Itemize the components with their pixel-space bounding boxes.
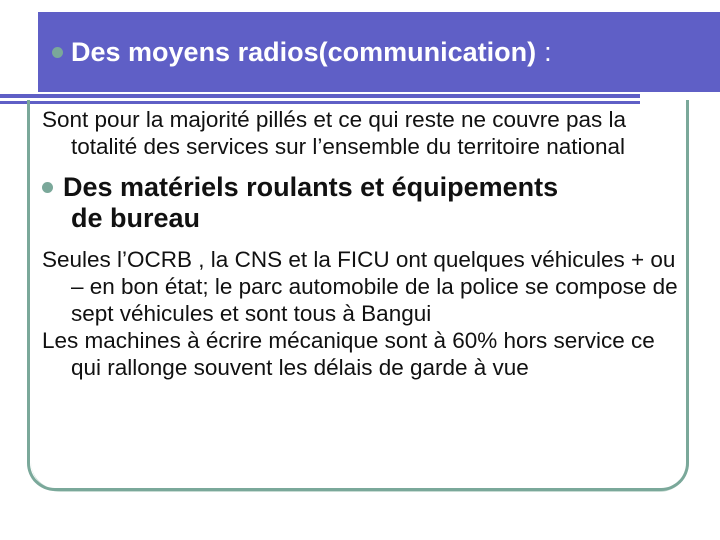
section-heading [42,172,682,234]
paragraph-radios: Sont pour la majorité pillés et ce qui reste ne couvre pas la totalité des services sur l’ensemble du territoire national [42,107,627,159]
section-heading-line1: Des matériels roulants et équipements [63,172,559,202]
slide-body [42,106,682,381]
slide-title [52,32,552,72]
title-colon: : [544,36,552,67]
paragraph-typewriters: Les machines à écrire mécanique sont à 60% hors service ce qui rallonge souvent les délais de garde à vue [42,328,655,380]
header-divider [0,94,640,98]
title-text: Des moyens radios(communication) [71,36,537,67]
section-heading-line2: de bureau [71,203,201,233]
paragraph-vehicles: Seules l’OCRB , la CNS et la FICU ont quelques véhicules + ou – en bon état; le parc automobile de la police se compose de sept véhicules et sont tous à Bangui [42,247,678,326]
bullet-icon [52,47,63,58]
bullet-icon [42,182,53,193]
